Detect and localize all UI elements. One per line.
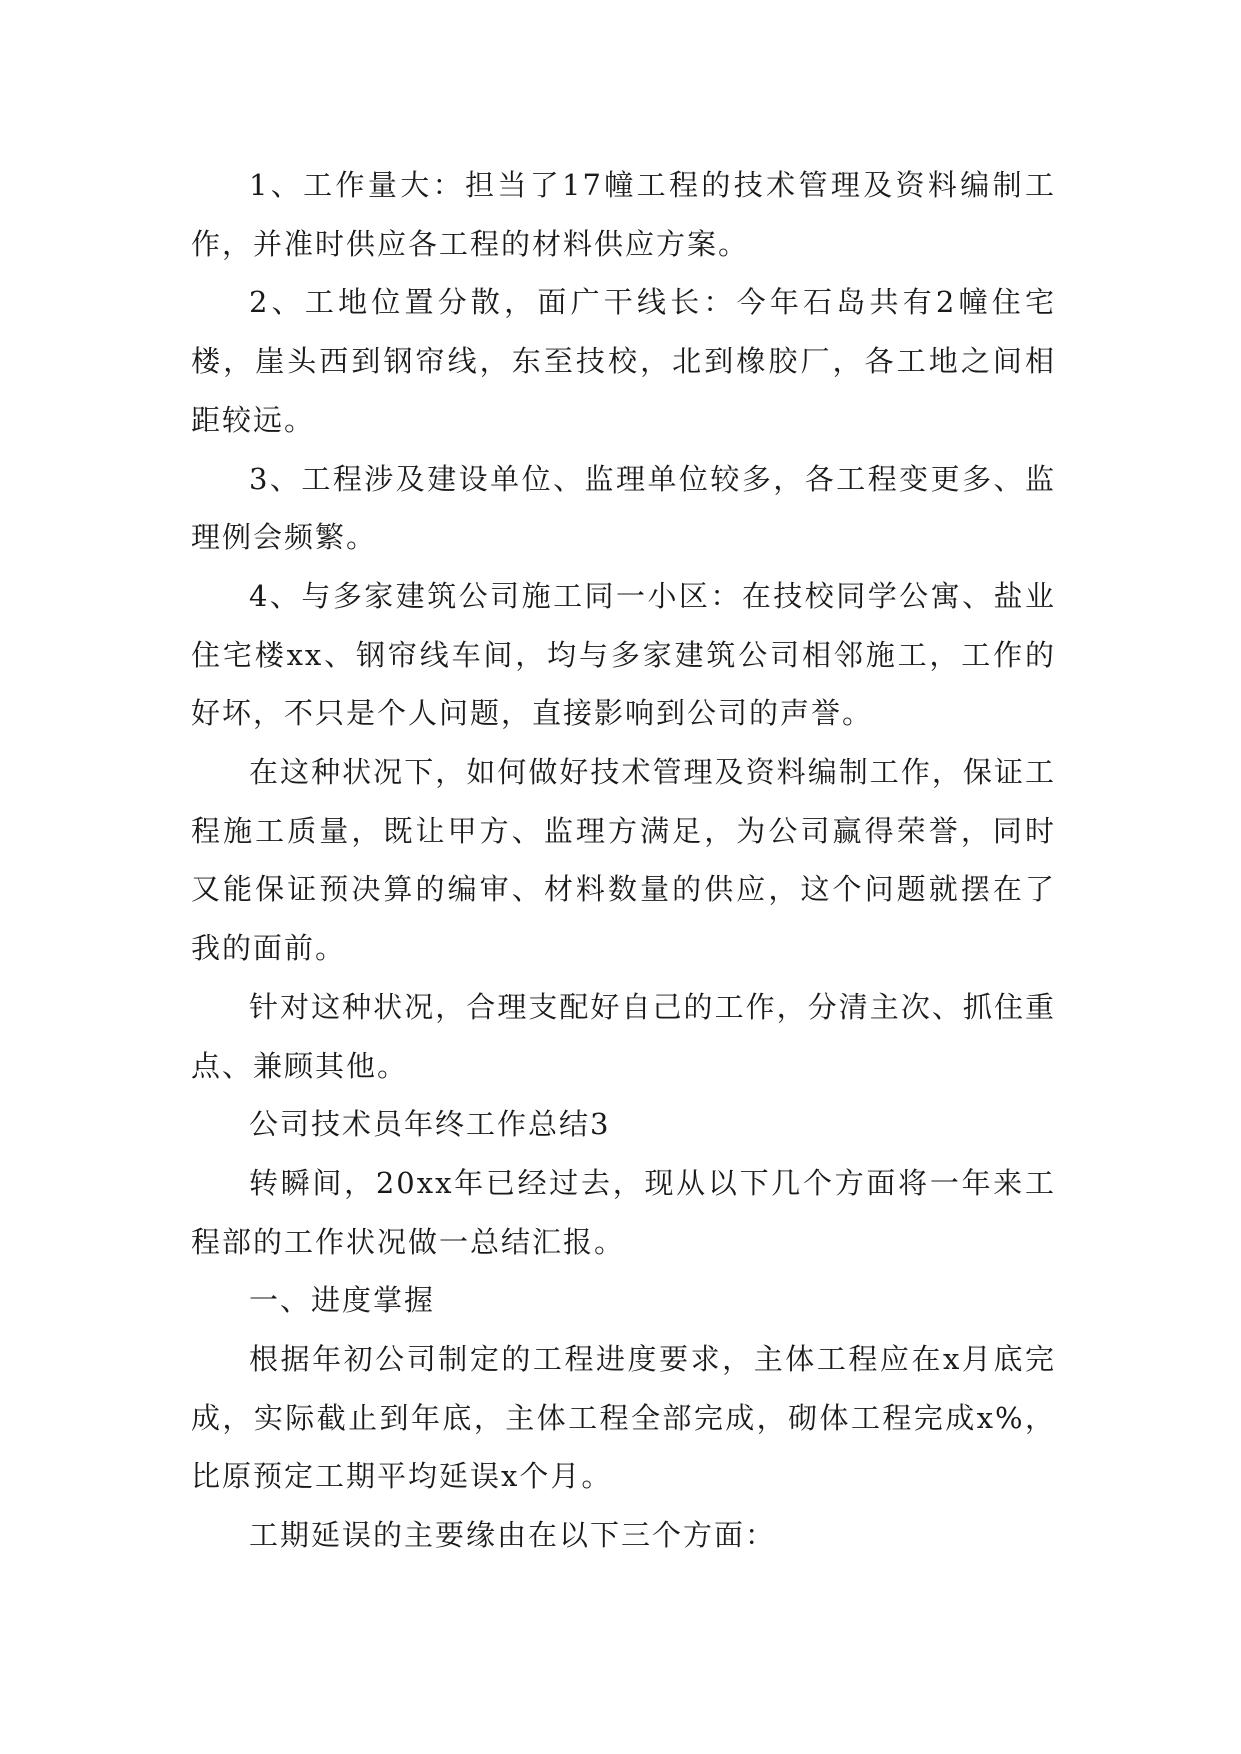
paragraph-progress: 根据年初公司制定的工程进度要求，主体工程应在x月底完成，实际截止到年底，主体工程全部完成，砌体工程完成x%，比原预定工期平均延误x个月。	[191, 1342, 1056, 1494]
paragraph-arrangement: 针对这种状况，合理支配好自己的工作，分清主次、抓住重点、兼顾其他。	[191, 989, 1056, 1083]
paragraph-intro: 转瞬间，20xx年已经过去，现从以下几个方面将一年来工程部的工作状况做一总结汇报。	[191, 1165, 1056, 1259]
paragraph-shared-area: 4、与多家建筑公司施工同一小区：在技校同学公寓、盐业住宅楼xx、钢帘线车间，均与多家建筑公司相邻施工，工作的好坏，不只是个人问题，直接影响到公司的声誉。	[191, 578, 1056, 731]
paragraph-delay-reasons: 工期延误的主要缘由在以下三个方面：	[249, 1518, 777, 1553]
section-heading-progress: 一、进度掌握	[249, 1283, 436, 1318]
paragraph-situation: 在这种状况下，如何做好技术管理及资料编制工作，保证工程施工质量，既让甲方、监理方满足，为公司赢得荣誉，同时又能保证预决算的编审、材料数量的供应，这个问题就摆在了我的面前。	[191, 755, 1056, 966]
paragraph-workload: 1、工作量大：担当了17幢工程的技术管理及资料编制工作，并准时供应各工程的材料供应方案。	[191, 168, 1056, 261]
document-body	[191, 156, 1056, 1565]
paragraph-site-location: 2、工地位置分散，面广干线长：今年石岛共有2幢住宅楼，崖头西到钢帘线，东至技校，北到橡胶厂，各工地之间相距较远。	[191, 285, 1056, 437]
section-heading-summary-3: 公司技术员年终工作总结3	[249, 1107, 611, 1142]
paragraph-units: 3、工程涉及建设单位、监理单位较多，各工程变更多、监理例会频繁。	[191, 461, 1056, 555]
